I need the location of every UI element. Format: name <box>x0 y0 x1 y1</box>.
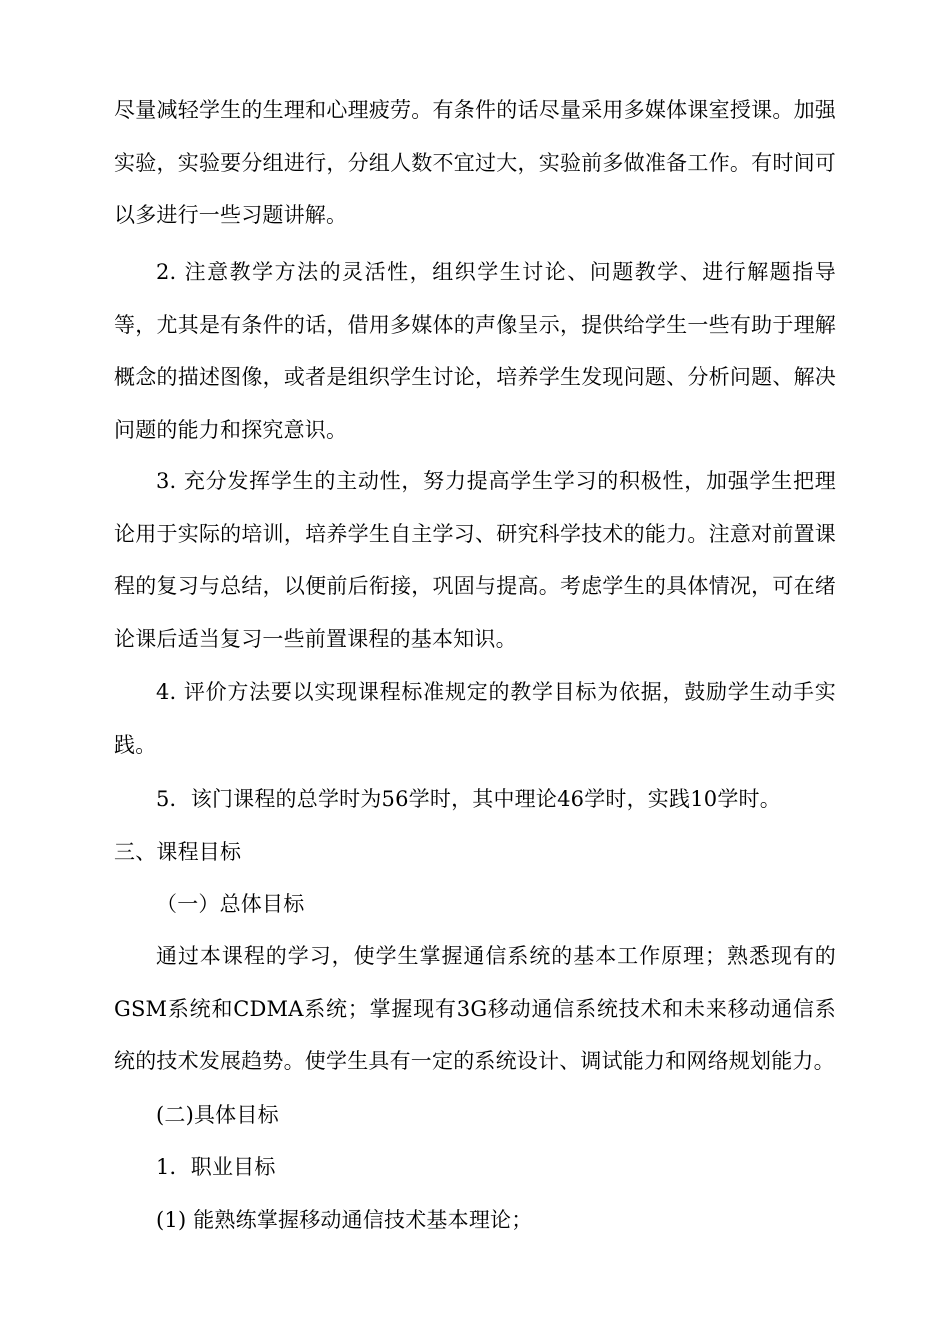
paragraph-item-3: 3. 充分发挥学生的主动性，努力提高学生学习的积极性，加强学生把理论用于实际的培训，培养学生自主学习、研究科学技术的能力。注意对前置课程的复习与总结，以便前后衔接，巩固与提高。考虑学生的具体情况，可在绪论课后适当复习一些前置课程的基本知识。 <box>114 469 836 651</box>
paragraph-item-5: 5．该门课程的总学时为56学时，其中理论46学时，实践10学时。 <box>156 787 781 811</box>
subsection-heading-overall-objectives: （一）总体目标 <box>156 892 305 916</box>
heading-vocational-objectives: 1．职业目标 <box>156 1155 276 1179</box>
paragraph-item-4: 4. 评价方法要以实现课程标准规定的教学目标为依据，鼓励学生动手实践。 <box>114 680 836 757</box>
section-heading-course-objectives: 三、课程目标 <box>114 840 242 864</box>
paragraph-overall-objectives: 通过本课程的学习，使学生掌握通信系统的基本工作原理；熟悉现有的GSM系统和CDMA系统；掌握现有3G移动通信系统技术和未来移动通信系统的技术发展趋势。使学生具有一定的系统设计、调试能力和网络规划能力。 <box>114 944 836 1073</box>
list-item-1: (1) 能熟练掌握移动通信技术基本理论； <box>156 1208 533 1232</box>
paragraph-continuation: 尽量减轻学生的生理和心理疲劳。有条件的话尽量采用多媒体课室授课。加强实验，实验要分组进行，分组人数不宜过大，实验前多做准备工作。有时间可以多进行一些习题讲解。 <box>114 98 836 227</box>
subsection-heading-specific-objectives: (二)具体目标 <box>156 1103 279 1127</box>
paragraph-item-2: 2. 注意教学方法的灵活性，组织学生讨论、问题教学、进行解题指导等，尤其是有条件的话，借用多媒体的声像呈示，提供给学生一些有助于理解概念的描述图像，或者是组织学生讨论，培养学生发现问题、分析问题、解决问题的能力和探究意识。 <box>114 260 836 442</box>
